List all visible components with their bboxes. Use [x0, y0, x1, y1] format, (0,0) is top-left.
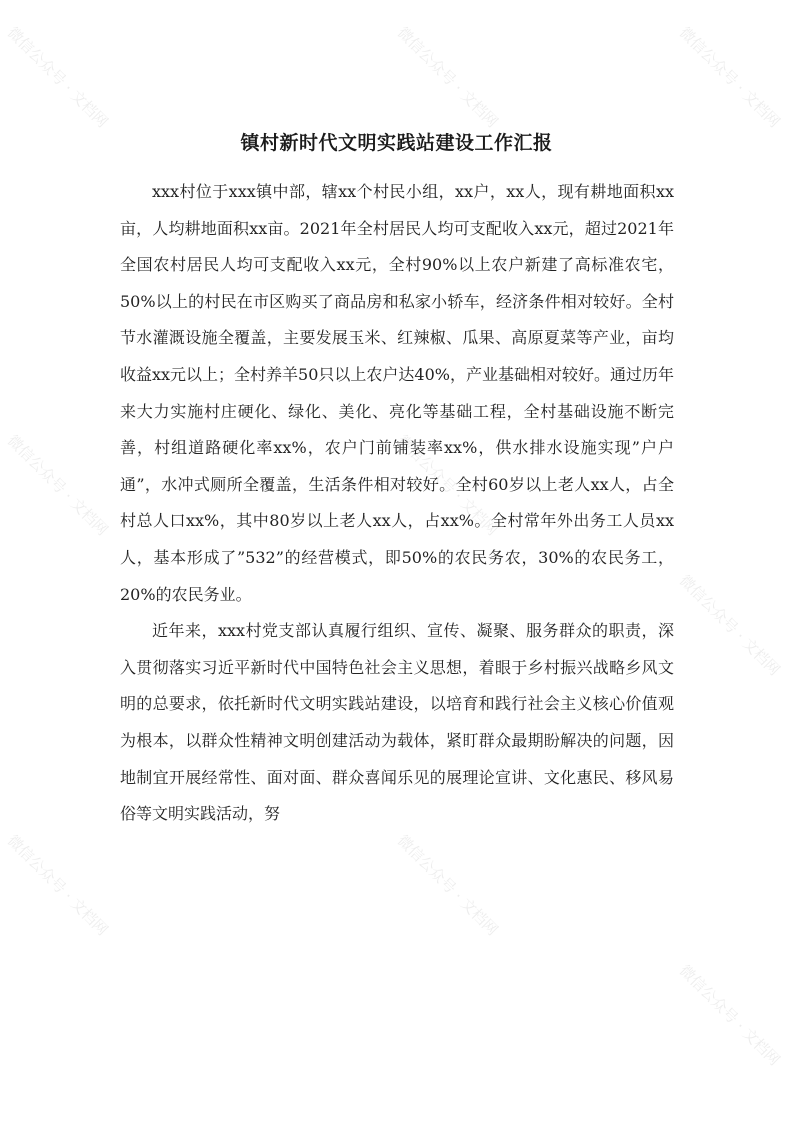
watermark: 微信公众号 · 文档网: [3, 831, 112, 940]
watermark: 微信公众号 · 文档网: [3, 431, 112, 540]
watermark: 微信公众号 · 文档网: [393, 23, 502, 132]
paragraph-village-overview: xxx村位于xxx镇中部，辖xx个村民小组，xx户，xx人，现有耕地面积xx亩，人均耕地面积xx亩。2021年全村居民人均可支配收入xx元，超过2021年全国农村居民人均可支配收入xx元，全村90%以上农户新建了高标准农宅，50%以上的村民在市区购买了商品房和私家小轿车，经济条件相对较好。全村节水灌溉设施全覆盖，主要发展玉米、红辣椒、瓜果、高原夏菜等产业，亩均收益xx元以上；全村养羊50只以上农户达40%，产业基础相对较好。通过历年来大力实施村庄硬化、绿化、美化、亮化等基础工程，全村基础设施不断完善，村组道路硬化率xx%，农户门前铺装率xx%，供水排水设施实现”户户通”，水冲式厕所全覆盖，生活条件相对较好。全村60岁以上老人xx人，占全村总人口xx%，其中80岁以上老人xx人，占xx%。全村常年外出务工人员xx人，基本形成了”532”的经营模式，即50%的农民务农，30%的农民务工，20%的农民务业。: [120, 182, 674, 604]
watermark: 微信公众号 · 文档网: [675, 23, 784, 132]
watermark: 微信公众号 · 文档网: [393, 831, 502, 940]
document-title: 镇村新时代文明实践站建设工作汇报: [240, 132, 553, 154]
watermark: 微信公众号 · 文档网: [3, 23, 112, 132]
watermark: 微信公众号 · 文档网: [675, 961, 784, 1070]
watermark: 微信公众号 · 文档网: [393, 431, 502, 540]
document-body: [120, 174, 674, 833]
paragraph-party-work: 近年来，xxx村党支部认真履行组织、宣传、凝聚、服务群众的职责，深入贯彻落实习近平新时代中国特色社会主义思想，着眼于乡村振兴战略乡风文明的总要求，依托新时代文明实践站建设，以培育和践行社会主义核心价值观为根本，以群众性精神文明创建活动为载体，紧盯群众最期盼解决的问题，因地制宜开展经常性、面对面、群众喜闻乐见的展理论宣讲、文化惠民、移风易俗等文明实践活动，努: [120, 621, 674, 824]
watermark: 微信公众号 · 文档网: [675, 571, 784, 680]
